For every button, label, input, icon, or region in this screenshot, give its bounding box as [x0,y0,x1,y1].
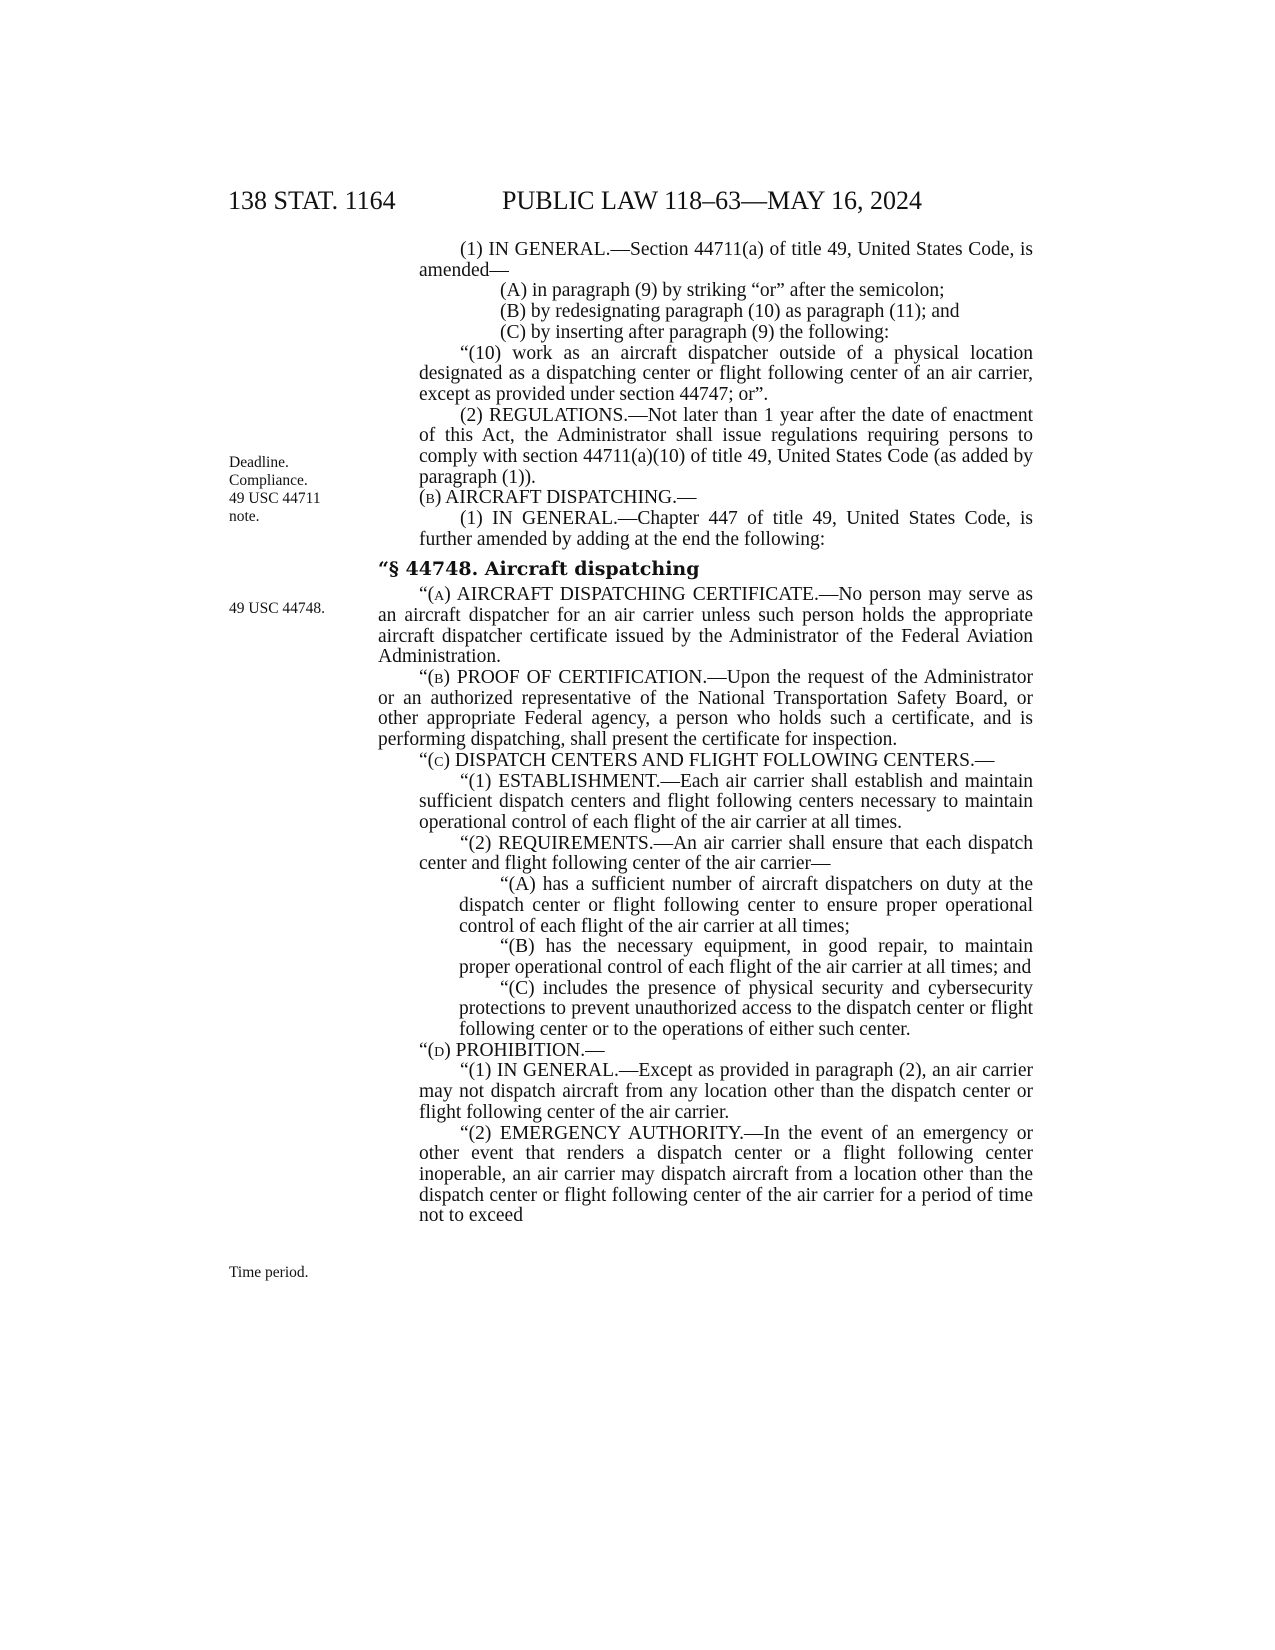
margin-note-line: Compliance. [229,472,308,489]
subsection-c-2-c: “(C) includes the presence of physical security and cybersecurity protections to prevent unauthorized access to the dispatch center or flight following center or to the operations of either such center. [459,977,1033,1041]
paragraph-1-c: (C) by inserting after paragraph (9) the following: [500,321,890,343]
subsection-d-1: “(1) IN GENERAL.—Except as provided in paragraph (2), an air carrier may not dispatch aircraft from any location other than the dispatch center or flight following center of the air carrier. [419,1060,1033,1123]
subsection-c-2-a: “(A) has a sufficient number of aircraft dispatchers on duty at the dispatch center or flight following center to ensure proper operational control of each flight of the air carrier at all times; [459,874,1033,937]
margin-note-usc: 49 USC 44748. [229,600,326,617]
subsection-a: “(a) AIRCRAFT DISPATCHING CERTIFICATE.—No person may serve as an aircraft dispatcher for an air carrier unless such person holds the appropriate aircraft dispatcher certificate issued by the Administrator of the Federal Aviation Administration. [378,584,1033,668]
document-body [378,240,1033,1227]
subsection-c-1: “(1) ESTABLISHMENT.—Each air carrier shall establish and maintain sufficient dispatch centers and flight following centers necessary to maintain operational control of each flight of the air carrier at all times. [419,770,1034,833]
subsection-c-2-b: “(B) has the necessary equipment, in good repair, to maintain proper operational control of each flight of the air carrier at all times; and [459,936,1033,978]
subsection-c: “(c) DISPATCH CENTERS AND FLIGHT FOLLOWING CENTERS.— [419,749,995,771]
margin-note-deadline [229,454,321,526]
margin-note-time-period: Time period. [229,1264,309,1281]
subsection-d: “(d) PROHIBITION.— [419,1039,605,1061]
paragraph-2: (2) REGULATIONS.—Not later than 1 year after the date of enactment of this Act, the Administrator shall issue regulations requiring persons to comply with section 44711(a)(10) of title 49, United States Code (as added by paragraph (1)). [419,404,1033,488]
section-heading: “§ 44748. Aircraft dispatching [378,557,700,580]
subsection-b: “(b) PROOF OF CERTIFICATION.—Upon the request of the Administrator or an authorized representative of the National Transportation Safety Board, or other appropriate Federal agency, a person who holds such a certificate, and is performing dispatching, shall present the certificate for inspection. [378,667,1033,751]
margin-note-line: Deadline. [229,454,289,471]
paragraph-b: (b) AIRCRAFT DISPATCHING.— [419,487,697,509]
paragraph-b-1: (1) IN GENERAL.—Chapter 447 of title 49, United States Code, is further amended by adding at the end the following: [419,508,1033,550]
paragraph-1-b: (B) by redesignating paragraph (10) as paragraph (11); and [500,301,960,323]
paragraph-1-a: (A) in paragraph (9) by striking “or” after the semicolon; [500,280,945,302]
paragraph-10: “(10) work as an aircraft dispatcher outside of a physical location designated as a dispatching center or flight following center of an air carrier, except as provided under section 44747; or”. [419,342,1033,405]
stat-page-number: 138 STAT. 1164 [228,186,396,215]
margin-note-line: note. [229,508,260,525]
margin-note-line: 49 USC 44711 [229,490,321,507]
subsection-d-2: “(2) EMERGENCY AUTHORITY.—In the event of an emergency or other event that renders a dispatch center or a flight following center inoperable, an air carrier may dispatch aircraft from a location other than the dispatch center or flight following center of the air carrier for a period of time not to exceed [419,1122,1033,1227]
subsection-c-2: “(2) REQUIREMENTS.—An air carrier shall ensure that each dispatch center and flight following center of the air carrier— [419,832,1033,875]
paragraph-1: (1) IN GENERAL.—Section 44711(a) of title 49, United States Code, is amended— [419,239,1033,281]
page-title: PUBLIC LAW 118–63—MAY 16, 2024 [502,186,922,215]
